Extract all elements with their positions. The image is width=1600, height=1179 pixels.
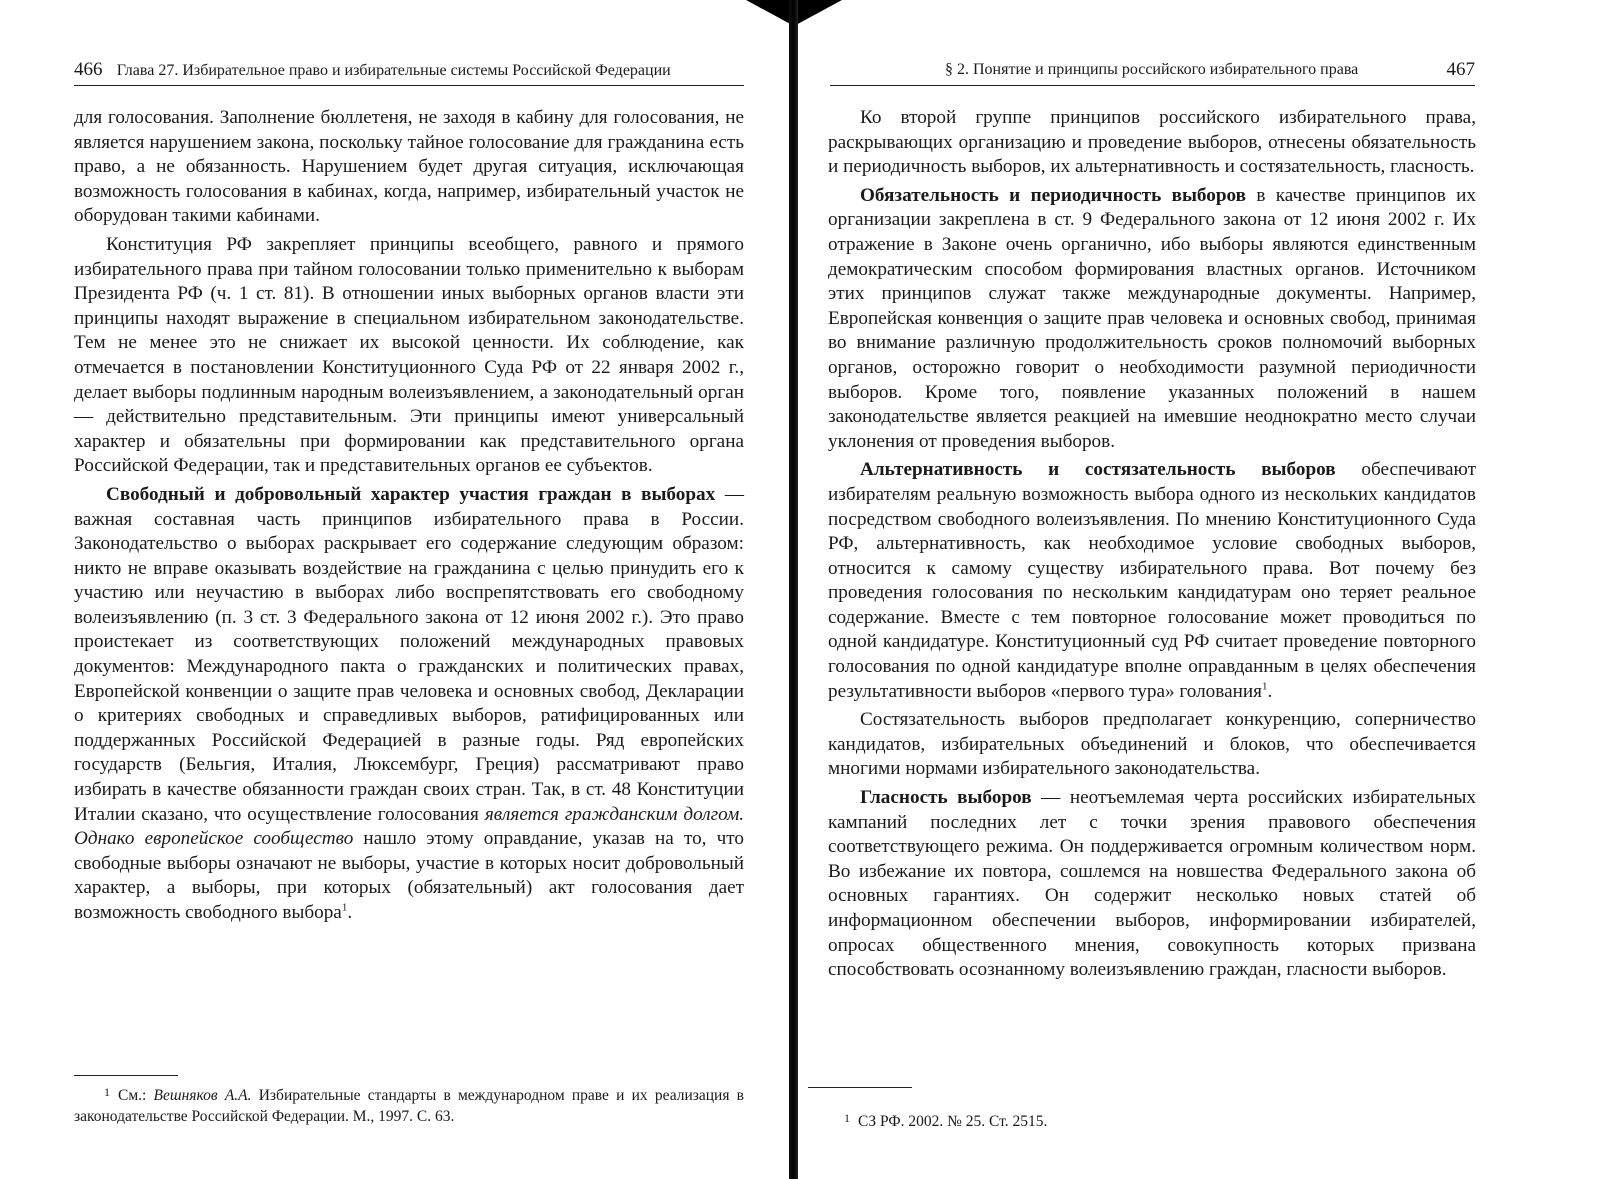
principle-term: Альтернативность и состязательность выборов bbox=[860, 459, 1336, 481]
footnote-author: Вешняков А.А. bbox=[153, 1087, 252, 1104]
paragraph-text: обеспечивают избирателям реальную возможность выбора одного из нескольких кандидатов посредством свободного волеизъявления. По мнению Конституционного Суда РФ, альтернативность, как необходимое условие свободных выборов, относится к самому существу избирательного права. Вот почему без проведения голосования по нескольким кандидатурам оно теряет реальное содержание. Вместе с тем повторное голосование может проводиться по одной кандидатуре. Конституционный суд РФ считает проведение повторного голосования по одной кандидатуре вполне оправданным в целях обеспечения результативности выборов «первого тура» голования bbox=[828, 459, 1476, 702]
paragraph-text: Состязательность выборов предполагает конкуренцию, соперничество кандидатов, избирательных объединений и блоков, что обеспечивается многими нормами избирательного законодательства. bbox=[828, 709, 1476, 780]
footnote-rule bbox=[74, 1075, 178, 1076]
paragraph-text: в качестве принципов их организации закреплена в ст. 9 Федерального закона от 12 июня 2002 г. Их отражение в Законе очень органично, ибо выборы являются единственным демократическим способом формирования властных органов. Источником этих принципов служат также международные документы. Например, Европейская конвенция о защите прав человека и основных свобод, принимая во внимание различную продолжительность сроков полномочий выборных органов, осторожно говорит о необходимости разумной периодичности выборов. Кроме того, появление указанных положений в нашем законодательстве является реакцией на имевшие неоднократно место случаи уклонения от проведения выборов. bbox=[828, 184, 1476, 452]
paragraph-text: — неотъемлемая черта российских избирательных кампаний последних лет с точки зрения правового обеспечения соответствующего режима. Он поддерживается огромным количеством норм. Во избежание их повтора, сошлемся на новшества Федерального закона об основных гарантиях. Он содержит несколько новых статей об информационном обеспечении выборов, информировании избирателей, опросах общественного мнения, совокупность которых призвана способствовать осознанному волеизъявлению граждан, гласности выборов. bbox=[828, 787, 1476, 981]
paragraph-tail: . bbox=[347, 902, 353, 923]
footnote-reference[interactable]: 1 bbox=[1261, 680, 1268, 693]
left-page bbox=[0, 0, 790, 1179]
book-gutter bbox=[789, 0, 798, 1179]
paragraph-text: нашло этому оправдание, указав на то, что свободные выборы означают не выборы, участие в которых носит добровольный характер, а выборы, при которых (обязательный) акт голосования дает возможность свободного выбора bbox=[74, 828, 744, 923]
right-page-body bbox=[828, 106, 1476, 987]
page-number: 467 bbox=[1446, 59, 1475, 80]
paragraph bbox=[74, 233, 744, 479]
paragraph bbox=[74, 483, 744, 926]
paragraph bbox=[828, 106, 1476, 180]
footnote-mark: 1 bbox=[104, 1085, 110, 1099]
paragraph bbox=[828, 458, 1476, 704]
paragraph bbox=[828, 786, 1476, 983]
footnote bbox=[834, 1108, 1474, 1132]
paragraph bbox=[828, 708, 1476, 782]
right-page bbox=[800, 0, 1600, 1179]
footnote-mark: 1 bbox=[844, 1111, 850, 1125]
principle-term: Свободный и добровольный характер участия граждан в выборах bbox=[106, 483, 716, 505]
paragraph bbox=[74, 106, 744, 229]
left-page-body bbox=[74, 106, 744, 930]
footnote-reference[interactable]: 1 bbox=[341, 901, 348, 914]
footnote-rule bbox=[808, 1087, 912, 1088]
footnote-prefix: См.: bbox=[118, 1087, 154, 1104]
footnote-text: Избирательные стандарты в международном праве и их реализация в законодательстве Российской Федерации. М., 1997. С. 63. bbox=[74, 1087, 744, 1125]
italic-text: является гражданским долгом. Однако европейское сообщество bbox=[74, 803, 744, 850]
running-head-right bbox=[830, 55, 1475, 86]
paragraph-text: для голосования. Заполнение бюллетеня, не заходя в кабину для голосования, не является нарушением закона, поскольку тайное голосование для гражданина есть право, а не обязанность. Нарушением будет другая ситуация, исключающая возможность голосования в кабинах, когда, например, избирательный участок не оборудован такими кабинами. bbox=[74, 107, 744, 227]
page-number: 466 bbox=[74, 59, 103, 80]
principle-term: Гласность выборов bbox=[860, 787, 1032, 809]
chapter-title: Глава 27. Избирательное право и избирательные системы Российской Федерации bbox=[116, 62, 671, 79]
footnote bbox=[74, 1082, 744, 1127]
paragraph bbox=[828, 184, 1476, 455]
principle-term: Обязательность и периодичность выборов bbox=[860, 184, 1247, 206]
section-title: § 2. Понятие и принципы российского избирательного права bbox=[945, 61, 1359, 78]
paragraph-tail: . bbox=[1267, 680, 1273, 702]
paragraph-text: Конституция РФ закрепляет принципы всеобщего, равного и прямого избирательного права при тайном голосовании только применительно к выборам Президента РФ (ч. 1 ст. 81). В отношении иных выборных органов власти эти принципы находят выражение в специальном избирательном законодательстве. Тем не менее это не снижает их высокой ценности. Их соблюдение, как отмечается в постановлении Конституционного Суда РФ от 22 января 2002 г., делает выборы подлинным народным волеизъявлением, а законодательный орган — действительно представительным. Эти принципы имеют универсальный характер и обязательны при формировании как представительного органа Российской Федерации, так и представительных органов ее субъектов. bbox=[74, 233, 744, 477]
paragraph-text: Ко второй группе принципов российского избирательного права, раскрывающих организацию и проведение выборов, отнесены обязательность и периодичность выборов, их альтернативность и состязательность, гласность. bbox=[828, 107, 1476, 178]
footnote-text: СЗ РФ. 2002. № 25. Ст. 2515. bbox=[858, 1113, 1048, 1130]
paragraph-text: — важная составная часть принципов избирательного права в России. Законодательство о выборах раскрывает его содержание следующим образом: никто не вправе оказывать воздействие на гражданина с целью принудить его к участию или неучастию в выборах либо воспрепятствовать его свободному волеизъявлению (п. 3 ст. 3 Федерального закона от 12 июня 2002 г.). Это право проистекает из соответствующих положений международных правовых документов: Международного пакта о гражданских и политических правах, Европейской конвенции о защите прав человека и основных свобод, Декларации о критериях свободных и справедливых выборов, ратифицированных или поддержанных Российской Федерацией в разные годы. Ряд европейских государств (Бельгия, Италия, Люксембург, Греция) рассматривают право избирать в качестве обязанности граждан своих стран. Так, в ст. 48 Конституции Италии сказано, что осуществление голосования bbox=[74, 483, 745, 825]
running-head-left bbox=[74, 55, 744, 86]
